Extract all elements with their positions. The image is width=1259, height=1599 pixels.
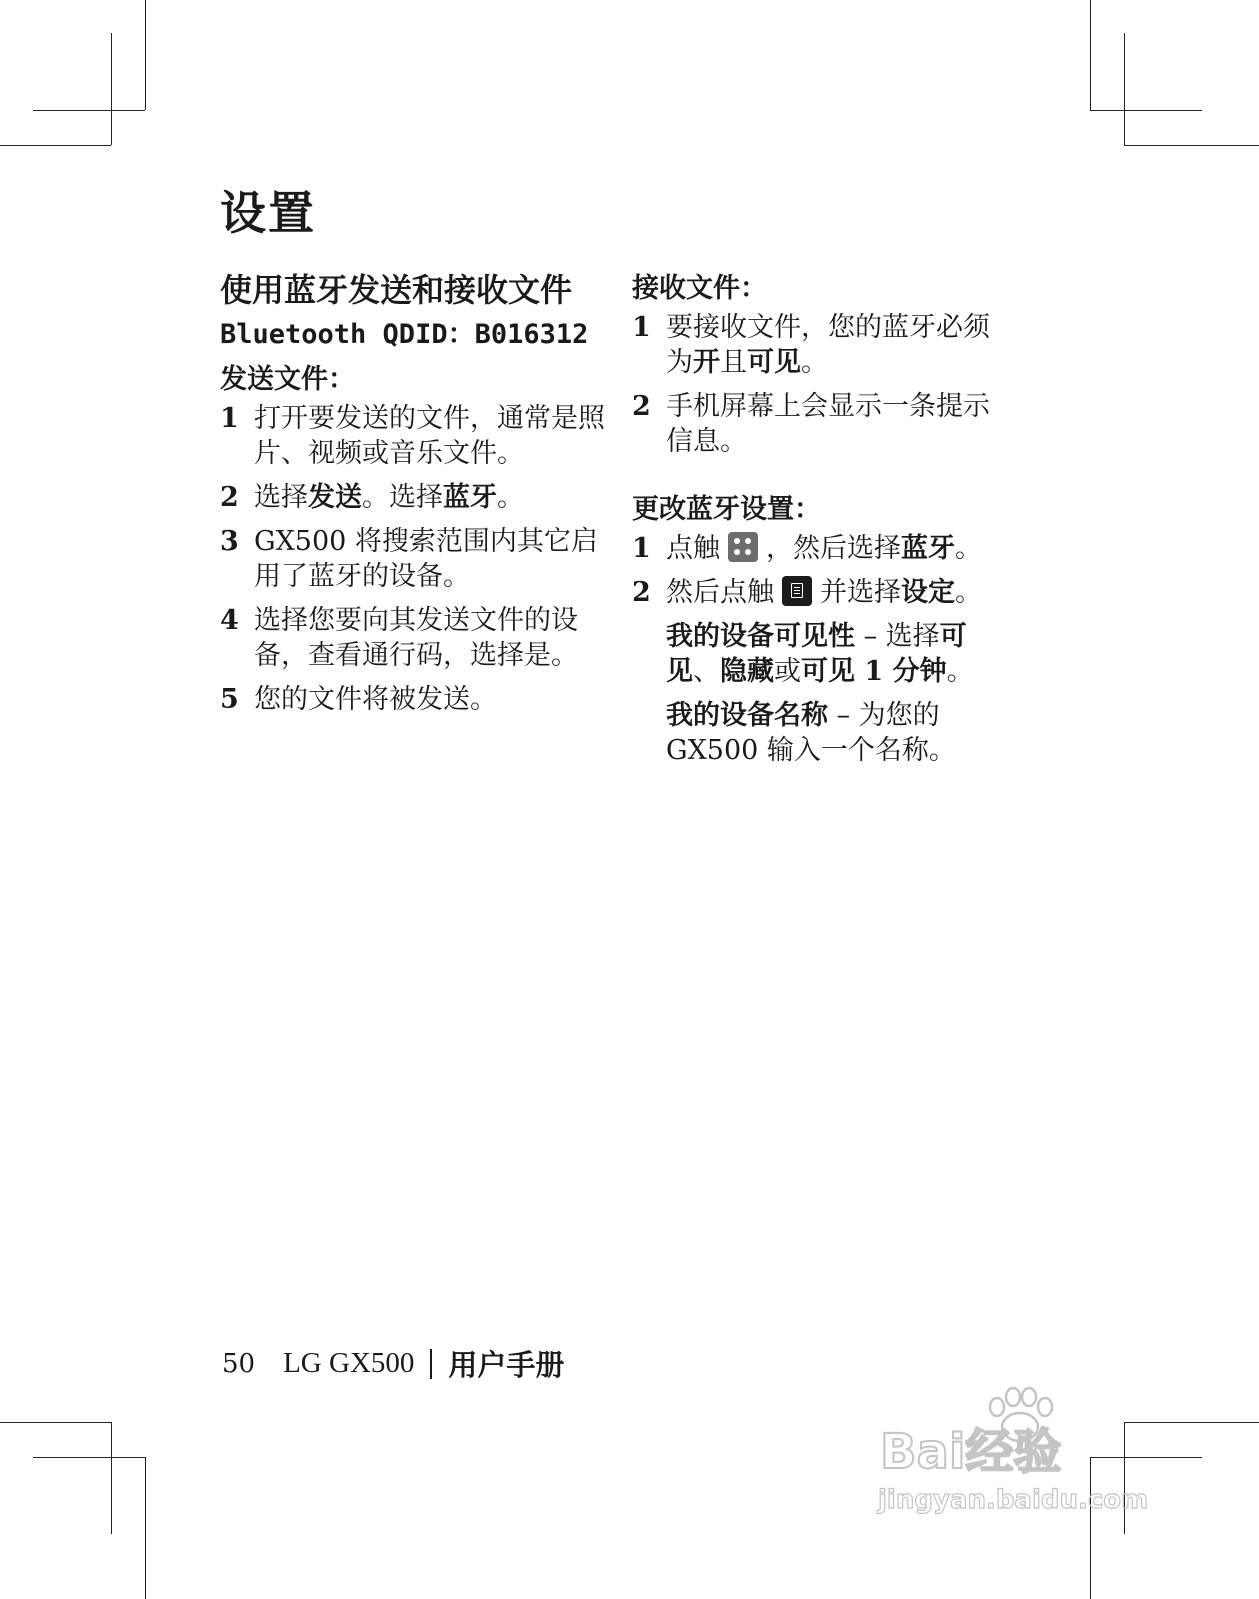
step-text: 点触 — [666, 533, 720, 564]
visible-1min-term: 可见 1 分钟 — [801, 656, 947, 687]
crop-mark — [0, 1422, 111, 1423]
crop-mark — [33, 1457, 145, 1458]
option-text: 、 — [693, 656, 720, 687]
crop-mark — [145, 0, 146, 110]
change-step — [632, 575, 1002, 610]
bluetooth-term: 蓝牙 — [901, 533, 955, 564]
step-number: 2 — [632, 577, 651, 608]
option-text: – 选择 — [855, 621, 940, 652]
step-text: 。 — [497, 482, 524, 513]
option-label: 我的设备可见性 — [666, 621, 855, 652]
option-text: 或 — [774, 656, 801, 687]
step-number: 5 — [220, 684, 239, 715]
send-step — [220, 401, 605, 471]
step-text: 选择 — [254, 482, 308, 513]
hidden-term: 隐藏 — [720, 656, 774, 687]
send-files-heading: 发送文件： — [220, 364, 355, 395]
change-settings-heading: 更改蓝牙设置： — [632, 494, 821, 525]
left-column — [220, 272, 605, 726]
step-text: 要接收文件，您的蓝牙必须为 — [666, 312, 990, 378]
step-text: 打开要发送的文件，通常是照片、视频或音乐文件。 — [254, 403, 605, 469]
crop-mark — [1090, 0, 1091, 110]
crop-mark — [1124, 145, 1259, 146]
page-footer — [222, 1343, 564, 1384]
step-number: 4 — [220, 605, 239, 636]
apps-grid-icon — [728, 532, 758, 562]
step-text: 且 — [720, 347, 747, 378]
option-text: 。 — [946, 656, 974, 687]
send-step — [220, 682, 605, 717]
crop-mark — [1124, 33, 1125, 145]
option-device-name — [632, 698, 1002, 768]
step-text: 选择您要向其发送文件的设备，查看通行码，选择是。 — [254, 605, 578, 671]
manual-title: 用户手册 — [448, 1348, 565, 1382]
crop-mark — [145, 1457, 146, 1599]
send-step — [220, 480, 605, 515]
on-term: 开 — [693, 347, 720, 378]
change-step — [632, 531, 1002, 566]
step-text: 。 — [801, 347, 828, 378]
baidu-watermark — [870, 1385, 1170, 1525]
footer-divider — [430, 1349, 432, 1379]
step-number: 3 — [220, 526, 239, 557]
settings-term: 设定 — [901, 577, 955, 608]
step-text: ，然后选择 — [766, 533, 901, 564]
bluetooth-term: 蓝牙 — [443, 482, 497, 513]
option-label: 我的设备名称 — [666, 700, 828, 731]
step-text: GX500 将搜索范围内其它启用了蓝牙的设备。 — [254, 526, 598, 592]
right-column — [632, 272, 1002, 777]
step-text: 并选择 — [820, 577, 901, 608]
product-name: LG GX500 — [283, 1347, 415, 1379]
step-number: 2 — [220, 482, 239, 513]
step-number: 2 — [632, 391, 651, 422]
page-number: 50 — [222, 1348, 256, 1379]
step-text: 。选择 — [362, 482, 443, 513]
receive-files-heading: 接收文件： — [632, 273, 767, 304]
visible-term: 可见 — [666, 621, 967, 687]
option-visibility — [632, 619, 1002, 689]
receive-step — [632, 310, 1002, 380]
step-text: 手机屏幕上会显示一条提示信息。 — [666, 391, 990, 457]
crop-mark — [111, 1422, 112, 1534]
send-step — [220, 524, 605, 594]
send-step — [220, 603, 605, 673]
step-text: 。 — [955, 533, 982, 564]
send-term: 发送 — [308, 482, 362, 513]
crop-mark — [1090, 110, 1202, 111]
step-number: 1 — [632, 312, 651, 343]
section-heading-bluetooth: 使用蓝牙发送和接收文件 — [220, 271, 573, 309]
page-title: 设置 — [220, 186, 316, 240]
step-text: 然后点触 — [666, 577, 774, 608]
watermark-brand: Bai经验 — [880, 1424, 1062, 1480]
step-text: 。 — [955, 577, 982, 608]
bluetooth-qdid: Bluetooth QDID：B016312 — [220, 319, 589, 350]
step-text: 您的文件将被发送。 — [254, 684, 497, 715]
step-number: 1 — [632, 533, 651, 564]
crop-mark — [111, 33, 112, 145]
watermark-url: jingyan.baidu.com — [878, 1485, 1149, 1515]
option-text: – 为您的 GX500 输入一个名称。 — [666, 700, 956, 766]
menu-icon — [782, 576, 812, 606]
crop-mark — [0, 145, 111, 146]
step-number: 1 — [220, 403, 239, 434]
visible-term: 可见 — [747, 347, 801, 378]
crop-mark — [33, 110, 145, 111]
receive-step — [632, 389, 1002, 459]
